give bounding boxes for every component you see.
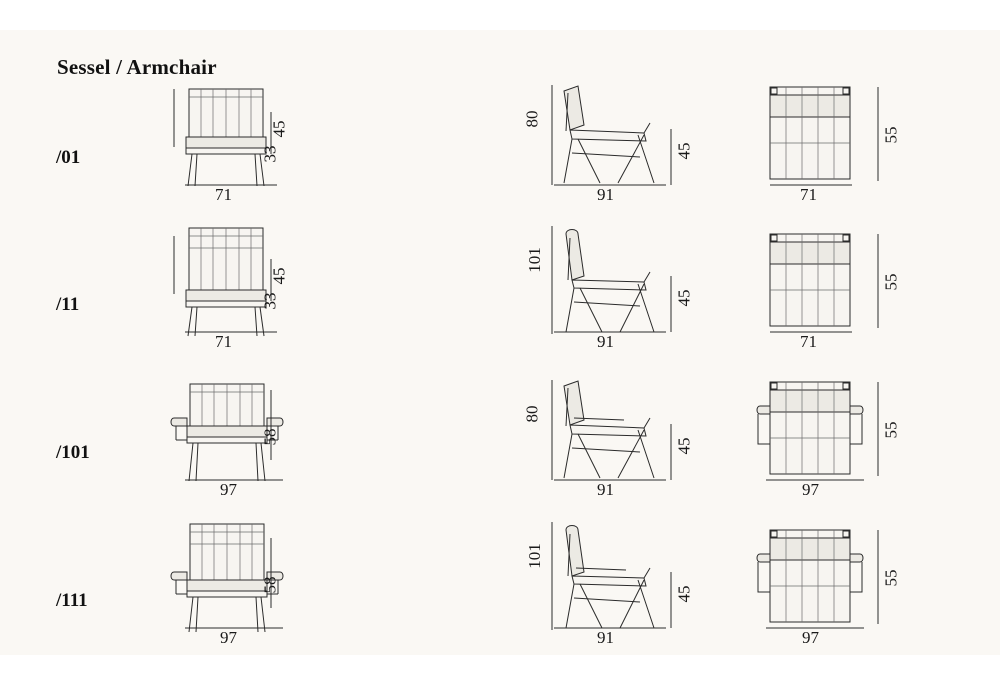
front-width-label: 97 <box>220 480 237 499</box>
front-height-right-label: 58 <box>260 428 280 446</box>
top-view-cell <box>720 75 980 225</box>
front-width-label: 71 <box>215 185 232 204</box>
front-view-cell <box>140 75 400 225</box>
side-height-right-dimline <box>663 274 677 336</box>
side-height-right-label: 45 <box>674 289 694 307</box>
page-title: Sessel / Armchair <box>57 55 217 79</box>
side-height-left-dimline <box>542 83 556 187</box>
side-height-left-dimline <box>542 378 556 482</box>
side-height-left-dimline <box>542 520 556 632</box>
top-width-label: 71 <box>800 332 817 351</box>
side-height-left-label: 80 <box>522 110 542 128</box>
spec-row <box>0 75 1000 225</box>
armchair-side-drawing-11 <box>548 222 678 342</box>
spec-row <box>0 222 1000 372</box>
top-width-label: 97 <box>802 480 819 499</box>
front-width-label: 97 <box>220 628 237 647</box>
row-code: /01 <box>56 147 81 168</box>
side-height-left-label: 101 <box>524 543 544 569</box>
side-height-right-dimline <box>663 422 677 484</box>
front-height-right-label: 33 <box>260 145 280 163</box>
side-height-left-dimline <box>542 224 556 336</box>
row-code: /11 <box>56 294 80 315</box>
top-width-dimline <box>764 476 874 484</box>
side-height-right-dimline <box>663 570 677 632</box>
front-width-dimline <box>183 476 293 484</box>
front-height-right-label: 58 <box>260 576 280 594</box>
side-height-right-label: 45 <box>674 585 694 603</box>
top-depth-label: 55 <box>881 273 901 291</box>
top-depth-dimline <box>870 85 884 185</box>
top-depth-label: 55 <box>881 421 901 439</box>
front-height-right-dimline <box>268 257 284 303</box>
front-height-left-label: 45 <box>269 120 289 138</box>
front-height-left-dimline <box>162 234 178 296</box>
side-width-label: 91 <box>597 332 614 351</box>
top-depth-label: 55 <box>881 569 901 587</box>
top-width-label: 97 <box>802 628 819 647</box>
row-code: /111 <box>56 590 88 611</box>
side-height-left-label: 101 <box>524 247 544 273</box>
front-height-right-label: 33 <box>260 292 280 310</box>
top-depth-label: 55 <box>881 126 901 144</box>
armchair-side-drawing-111 <box>548 518 678 638</box>
top-depth-dimline <box>870 528 884 628</box>
side-height-right-label: 45 <box>674 437 694 455</box>
top-view-cell <box>720 222 980 372</box>
side-height-right-dimline <box>663 127 677 189</box>
front-view-cell <box>140 370 400 520</box>
top-view-cell <box>720 518 980 668</box>
front-view-cell <box>140 222 400 372</box>
top-width-dimline <box>764 624 874 632</box>
side-height-right-label: 45 <box>674 142 694 160</box>
spec-row <box>0 518 1000 668</box>
front-view-cell <box>140 518 400 668</box>
front-height-right-dimline <box>268 388 284 466</box>
page-margin-top <box>0 0 1000 30</box>
top-depth-dimline <box>870 232 884 332</box>
spec-row <box>0 370 1000 520</box>
top-depth-dimline <box>870 380 884 480</box>
front-width-dimline <box>183 624 293 632</box>
armchair-top-drawing-01 <box>762 83 882 188</box>
armchair-top-drawing-11 <box>762 230 882 335</box>
front-height-right-dimline <box>268 110 284 156</box>
side-width-label: 91 <box>597 185 614 204</box>
armchair-side-drawing-101 <box>548 378 678 488</box>
front-height-left-dimline <box>162 87 178 149</box>
row-code: /101 <box>56 442 90 463</box>
side-height-left-label: 80 <box>522 405 542 423</box>
top-view-cell <box>720 370 980 520</box>
top-width-label: 71 <box>800 185 817 204</box>
armchair-side-drawing-01 <box>548 83 678 193</box>
front-height-right-dimline <box>268 536 284 614</box>
side-width-label: 91 <box>597 480 614 499</box>
side-width-label: 91 <box>597 628 614 647</box>
front-height-left-label: 45 <box>269 267 289 285</box>
front-width-label: 71 <box>215 332 232 351</box>
